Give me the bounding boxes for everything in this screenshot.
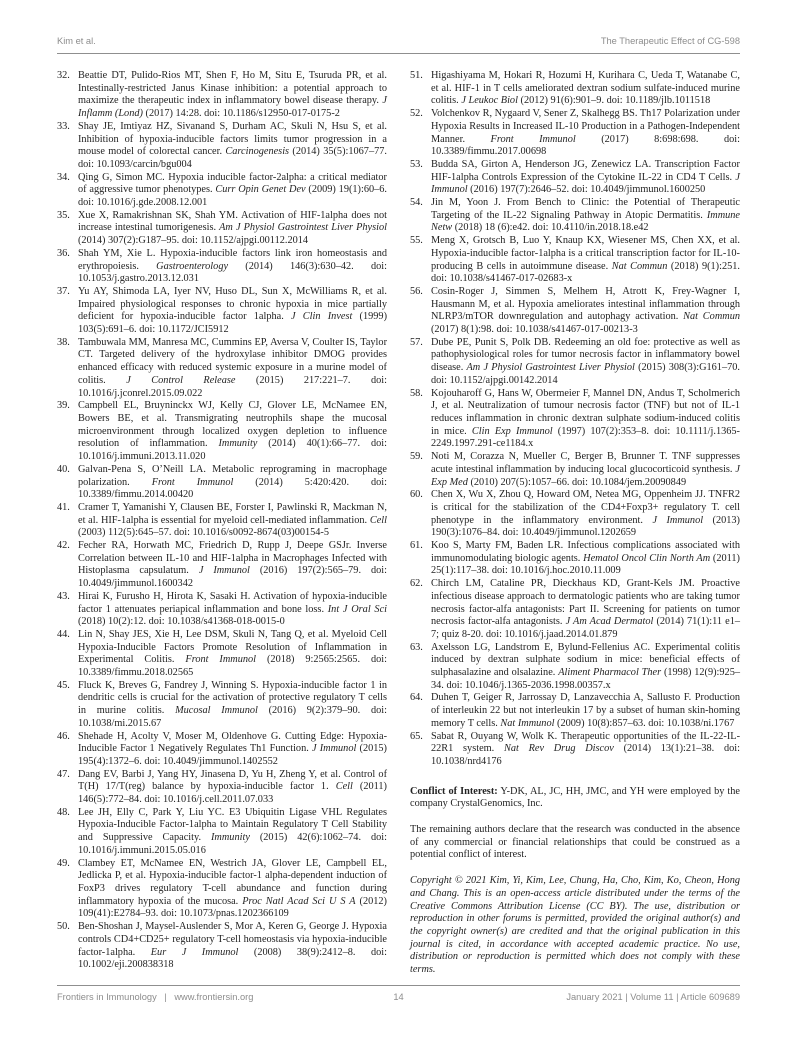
- reference-number: 36.: [57, 247, 70, 259]
- reference-item: [57, 248, 387, 286]
- reference-text: Koo S, Marty FM, Baden LR. Infectious complications associated with immunomodulating biologic agents. Hematol Oncol Clin North Am (2011) 25(1):117–38. doi: 10.1016/j.hoc.2010.11.009: [431, 540, 740, 577]
- reference-item: [410, 578, 740, 642]
- reference-item: [410, 642, 740, 693]
- reference-text: Campbell EL, Bruyninckx WJ, Kelly CJ, Glover LE, McNamee EN, Bowers BE, et al. Transmigrating neutrophils shape the mucosal microenvironment through localized oxygen depletion to influence resolution of inflammation. Immunity (2014) 40(1):66–77. doi: 10.1016/j.immuni.2013.11.020: [78, 400, 387, 463]
- reference-text: Beattie DT, Pulido-Rios MT, Shen F, Ho M, Situ E, Tsuruda PR, et al. Intestinally-restricted Janus Kinase inhibition: a potential approach to maximize the therapeutic index in inflammatory bowel disease therapy. J Inflamm (Lond) (2017) 14:28. doi: 10.1186/s12950-017-0175-2: [78, 70, 387, 120]
- reference-item: [410, 70, 740, 108]
- reference-number: 35.: [57, 209, 70, 221]
- reference-text: Axelsson LG, Landstrom E, Bylund-Fellenius AC. Experimental colitis induced by dextran sulphate sodium in mice: beneficial effects of sulphasalazine and olsalazine. Aliment Pharmacol Ther (1998) 12(9):925–34. doi: 10.1046/j.1365-2036.1998.00357.x: [431, 641, 741, 691]
- reference-number: 58.: [410, 387, 423, 399]
- reference-text: Kojouharoff G, Hans W, Obermeier F, Mannel DN, Andus T, Scholmerich J, et al. Neutralization of tumour necrosis factor (TNF) but not of IL-1 reduces inflammation in chronic dextran sulphate sodium-induced colitis in mice. Clin Exp Immunol (1997) 107(2):353–8. doi: 10.1111/j.1365-2249.1997.291-ce1184.x: [431, 387, 740, 450]
- reference-item: [410, 731, 740, 769]
- reference-text: Lin N, Shay JES, Xie H, Lee DSM, Skuli N, Tang Q, et al. Myeloid Cell Hypoxia-Inducible Factors Promote Resolution of Inflammation in Experimental Colitis. Front Immunol (2018) 9:2565:2565. doi: 10.3389/fimmu.2018.02565: [78, 628, 387, 679]
- reference-number: 47.: [57, 768, 70, 780]
- reference-item: [410, 451, 740, 489]
- reference-text: Noti M, Corazza N, Mueller C, Berger B, Brunner T. TNF suppresses acute intestinal inflammation by inducing local glucocorticoid synthesis. J Exp Med (2010) 207(5):1057–66. doi: 10.1084/jem.20090849: [431, 451, 740, 488]
- reference-number: 37.: [57, 285, 70, 297]
- reference-number: 42.: [57, 540, 70, 552]
- reference-text: Cramer T, Yamanishi Y, Clausen BE, Forster I, Pawlinski R, Mackman N, et al. HIF-1alpha is essential for myeloid cell-mediated inflammation. Cell (2003) 112(5):645–57. doi: 10.1016/s0092-8674(03)00154-5: [78, 501, 387, 539]
- reference-number: 65.: [410, 730, 423, 742]
- reference-item: [57, 172, 387, 210]
- reference-text: Galvan-Pena S, O’Neill LA. Metabolic reprograming in macrophage polarization. Front Immunol (2014) 5:420:420. doi: 10.3389/fimmu.2014.00420: [78, 463, 387, 501]
- reference-item: [57, 210, 387, 248]
- footer-page-number: 14: [393, 992, 404, 1002]
- reference-number: 33.: [57, 120, 70, 132]
- conflict-of-interest-text: Y-DK, AL, JC, HH, JMC, and YH were employed by the company CrystalGenomics, Inc.: [410, 785, 740, 810]
- reference-number: 64.: [410, 692, 423, 704]
- reference-item: [57, 502, 387, 540]
- reference-item: [57, 121, 387, 172]
- reference-number: 54.: [410, 197, 423, 209]
- reference-text: Chirch LM, Cataline PR, Dieckhaus KD, Grant-Kels JM. Proactive infectious disease approach to dermatologic patients who are taking tumor necrosis factor-alfa antagonists: Part II. Screening for patients on tumor necrosis factor-alfa antagonists. J Am Acad Dermatol (2014) 71(1):11 e1–7; quiz 8-20. doi: 10.1016/j.jaad.2014.01.879: [431, 578, 741, 640]
- footer-separator: |: [164, 992, 167, 1002]
- reference-item: [57, 629, 387, 680]
- reference-text: Volchenkov R, Nygaard V, Sener Z, Skalhegg BS. Th17 Polarization under Hypoxia Results in Increased IL-10 Production in a Pathogen-Independent Manner. Front Immunol (2017) 8:698:698. doi: 10.3389/fimmu.2017.00698: [431, 108, 741, 158]
- copyright-paragraph: Copyright © 2021 Kim, Yi, Kim, Lee, Chung, Ha, Cho, Kim, Ko, Cheon, Hong and Chang. This is an open-access article distributed under the terms of the Creative Commons Attribution License (CC BY). The use, distribution or reproduction in other forums is permitted, provided the original author(s) and the copyright owner(s) are credited and that the original publication in this journal is cited, in accordance with accepted academic practice. No use, distribution or reproduction is permitted which does not comply with these terms.: [410, 875, 740, 976]
- references-column-left: [57, 70, 387, 977]
- references-section: [57, 70, 740, 977]
- reference-text: Cosin-Roger J, Simmen S, Melhem H, Atrott K, Frey-Wagner I, Hausmann M, et al. Hypoxia ameliorates intestinal inflammation through NLRP3/mTOR downregulation and autophagy activation. Nat Commun (2017) 8(1):98. doi: 10.1038/s41467-017-00213-3: [431, 285, 740, 336]
- reference-item: [410, 337, 740, 388]
- footer-journal-block: [57, 992, 393, 1002]
- footer-issue-info: January 2021 | Volume 11 | Article 609689: [566, 992, 740, 1002]
- reference-item: [410, 489, 740, 540]
- reference-item: [410, 159, 740, 197]
- reference-text: Budda SA, Girton A, Henderson JG, Zenewicz LA. Transcription Factor HIF-1alpha Controls Expression of the Cytokine IL-22 in CD4 T Cells. J Immunol (2016) 197(7):2646–52. doi: 10.4049/jimmunol.1600250: [431, 158, 740, 196]
- reference-item: [57, 540, 387, 591]
- reference-number: 52.: [410, 108, 423, 120]
- references-list-right: [410, 70, 740, 769]
- reference-text: Tambuwala MM, Manresa MC, Cummins EP, Aversa V, Coulter IS, Taylor CT. Targeted delivery of the hydroxylase inhibitor DMOG provides enhanced efficacy with reduced systemic exposure in a murine model of colitis. J Control Release (2015) 217:221–7. doi: 10.1016/j.jconrel.2015.09.022: [78, 336, 387, 399]
- footer-journal-name: Frontiers in Immunology: [57, 992, 157, 1002]
- page-footer: [57, 985, 740, 1002]
- reference-item: [57, 337, 387, 401]
- reference-text: Sabat R, Ouyang W, Wolk K. Therapeutic opportunities of the IL-22-IL-22R1 system. Nat Rev Drug Discov (2014) 13(1):21–38. doi: 10.1038/nrd4176: [431, 730, 740, 767]
- reference-number: 32.: [57, 70, 70, 81]
- reference-item: [410, 540, 740, 578]
- reference-item: [410, 692, 740, 730]
- reference-text: Hirai K, Furusho H, Hirota K, Sasaki H. Activation of hypoxia-inducible factor 1 attenuates periapical inflammation and bone loss. Int J Oral Sci (2018) 10(2):12. doi: 10.1038/s41368-018-0015-0: [78, 590, 387, 628]
- reference-item: [57, 769, 387, 807]
- reference-item: [410, 235, 740, 286]
- remaining-authors-paragraph: The remaining authors declare that the research was conducted in the absence of any commercial or financial relationships that could be construed as a potential conflict of interest.: [410, 824, 740, 861]
- header-author: Kim et al.: [57, 36, 96, 46]
- reference-item: [410, 286, 740, 337]
- reference-number: 60.: [410, 489, 423, 501]
- footer-journal-url[interactable]: www.frontiersin.org: [174, 992, 254, 1002]
- reference-item: [57, 680, 387, 731]
- reference-text: Yu AY, Shimoda LA, Iyer NV, Huso DL, Sun X, McWilliams R, et al. Impaired physiological responses to chronic hypoxia in mice partially deficient for hypoxia-inducible factor 1alpha. J Clin Invest (1999) 103(5):691–6. doi: 10.1172/JCI5912: [78, 285, 388, 336]
- reference-number: 34.: [57, 171, 70, 183]
- reference-text: Dang EV, Barbi J, Yang HY, Jinasena D, Yu H, Zheng Y, et al. Control of T(H) 17/T(reg) balance by hypoxia-inducible factor 1. Cell (2011) 146(5):772–84. doi: 10.1016/j.cell.2011.07.033: [78, 768, 387, 806]
- reference-text: Jin M, Yoon J. From Bench to Clinic: the Potential of Therapeutic Targeting of the IL-22 Signaling Pathway in Atopic Dermatitis. Immune Netw (2018) 18 (6):e42. doi: 10.4110/in.2018.18.e42: [431, 197, 740, 234]
- conflict-of-interest-label: Conflict of Interest:: [410, 785, 498, 797]
- reference-text: Higashiyama M, Hokari R, Hozumi H, Kurihara C, Ueda T, Watanabe C, et al. HIF-1 in T cells ameliorated dextran sodium sulfate-induced murine colitis. J Leukoc Biol (2012) 91(6):901–9. doi: 10.1189/jlb.1011518: [431, 70, 740, 107]
- reference-item: [410, 108, 740, 159]
- reference-number: 56.: [410, 285, 423, 297]
- reference-text: Shay JE, Imtiyaz HZ, Sivanand S, Durham AC, Skuli N, Hsu S, et al. Inhibition of hypoxia-inducible factors limits tumor progression in a mouse model of colorectal cancer. Carcinogenesis (2014) 35(5):1067–77. doi: 10.1093/carcin/bgu004: [78, 120, 387, 170]
- reference-item: [57, 807, 387, 858]
- reference-item: [57, 464, 387, 502]
- reference-text: Duhen T, Geiger R, Jarrossay D, Lanzavecchia A, Sallusto F. Production of interleukin 22 but not interleukin 17 by a subset of human skin-homing memory T cells. Nat Immunol (2009) 10(8):857–63. doi: 10.1038/ni.1767: [431, 692, 740, 729]
- conflict-of-interest-paragraph: [410, 786, 740, 811]
- reference-text: Chen X, Wu X, Zhou Q, Howard OM, Netea MG, Oppenheim JJ. TNFR2 is critical for the stabilization of the CD4+Foxp3+ regulatory T. cell phenotype in the inflammatory environment. J Immunol (2013) 190(3):1076–84. doi: 10.4049/jimmunol.1202659: [431, 489, 740, 539]
- page-header: [57, 36, 740, 54]
- reference-item: [410, 197, 740, 235]
- header-article-title: The Therapeutic Effect of CG-598: [600, 36, 740, 46]
- reference-number: 51.: [410, 70, 423, 81]
- reference-text: Clambey ET, McNamee EN, Westrich JA, Glover LE, Campbell EL, Jedlicka P, et al. Hypoxia-inducible factor-1 alpha-dependent induction of FoxP3 drives regulatory T-cell abundance and function during inflammatory hypoxia of the mucosa. Proc Natl Acad Sci U S A (2012) 109(41):E2784–93. doi: 10.1073/pnas.1202366109: [78, 857, 387, 920]
- reference-number: 62.: [410, 578, 423, 590]
- reference-number: 49.: [57, 857, 70, 869]
- reference-text: Meng X, Grotsch B, Luo Y, Knaup KX, Wiesener MS, Chen XX, et al. Hypoxia-inducible factor-1alpha is a critical transcription factor for IL-10-producing B cells in autoimmune disease. Nat Commun (2018) 9(1):251. doi: 10.1038/s41467-017-02683-x: [431, 235, 740, 285]
- reference-item: [57, 400, 387, 464]
- reference-item: [57, 591, 387, 629]
- reference-text: Lee JH, Elly C, Park Y, Liu YC. E3 Ubiquitin Ligase VHL Regulates Hypoxia-Inducible Factor-1alpha to Maintain Regulatory T Cell Stability and Suppressive Capacity. Immunity (2015) 42(6):1062–74. doi: 10.1016/j.immuni.2015.05.016: [78, 806, 387, 856]
- reference-text: Dube PE, Punit S, Polk DB. Redeeming an old foe: protective as well as pathophysiological roles for tumor necrosis factor in inflammatory bowel disease. Am J Physiol Gastrointest Liver Physiol (2015) 308(3):G161–70. doi: 10.1152/ajpgi.00142.2014: [431, 336, 740, 386]
- reference-text: Qing G, Simon MC. Hypoxia inducible factor-2alpha: a critical mediator of aggressive tumor phenotypes. Curr Opin Genet Dev (2009) 19(1):60–6. doi: 10.1016/j.gde.2008.12.001: [78, 171, 388, 209]
- notes-block: [410, 786, 740, 977]
- reference-text: Fecher RA, Horwath MC, Friedrich D, Rupp J, Deepe GSJr. Inverse Correlation between IL-10 and HIF-1alpha in Macrophages Infected with Histoplasma capsulatum. J Immunol (2016) 197(2):565–79. doi: 10.4049/jimmunol.1600342: [78, 540, 387, 590]
- reference-item: [57, 921, 387, 972]
- reference-number: 45.: [57, 679, 70, 691]
- reference-number: 40.: [57, 463, 70, 475]
- reference-item: [57, 858, 387, 922]
- reference-text: Ben-Shoshan J, Maysel-Auslender S, Mor A, Keren G, George J. Hypoxia controls CD4+CD25+ regulatory T-cell homeostasis via hypoxia-inducible factor-1alpha. Eur J Immunol (2008) 38(9):2412–8. doi: 10.1002/eji.200838318: [78, 921, 388, 971]
- reference-number: 61.: [410, 540, 423, 552]
- reference-number: 59.: [410, 451, 423, 463]
- reference-number: 50.: [57, 921, 70, 933]
- reference-item: [57, 731, 387, 769]
- reference-text: Xue X, Ramakrishnan SK, Shah YM. Activation of HIF-1alpha does not increase intestinal tumorigenesis. Am J Physiol Gastrointest Liver Physiol (2014) 307(2):G187–95. doi: 10.1152/ajpgi.00112.2014: [78, 209, 387, 247]
- reference-number: 53.: [410, 158, 423, 170]
- reference-text: Fluck K, Breves G, Fandrey J, Winning S. Hypoxia-inducible factor 1 in dendritic cells is crucial for the activation of protective regulatory T cells in murine colitis. Mucosal Immunol (2016) 9(2):379–90. doi: 10.1038/mi.2015.67: [78, 679, 387, 729]
- reference-number: 43.: [57, 590, 70, 602]
- references-column-right: [410, 70, 740, 977]
- reference-text: Shah YM, Xie L. Hypoxia-inducible factors link iron homeostasis and erythropoiesis. Gastroenterology (2014) 146(3):630–42. doi: 10.1053/j.gastro.2013.12.031: [78, 247, 387, 285]
- reference-number: 48.: [57, 806, 70, 818]
- reference-number: 46.: [57, 730, 70, 742]
- reference-number: 41.: [57, 501, 70, 513]
- reference-number: 57.: [410, 336, 423, 348]
- reference-number: 63.: [410, 641, 423, 653]
- reference-item: [410, 388, 740, 452]
- reference-number: 44.: [57, 628, 70, 640]
- reference-text: Shehade H, Acolty V, Moser M, Oldenhove G. Cutting Edge: Hypoxia-Inducible Factor 1 Negatively Regulates Th1 Function. J Immunol (2015) 195(4):1372–6. doi: 10.4049/jimmunol.1402552: [78, 730, 387, 767]
- reference-item: [57, 286, 387, 337]
- reference-number: 55.: [410, 235, 423, 247]
- reference-item: [57, 70, 387, 121]
- reference-number: 38.: [57, 336, 70, 348]
- reference-number: 39.: [57, 400, 70, 412]
